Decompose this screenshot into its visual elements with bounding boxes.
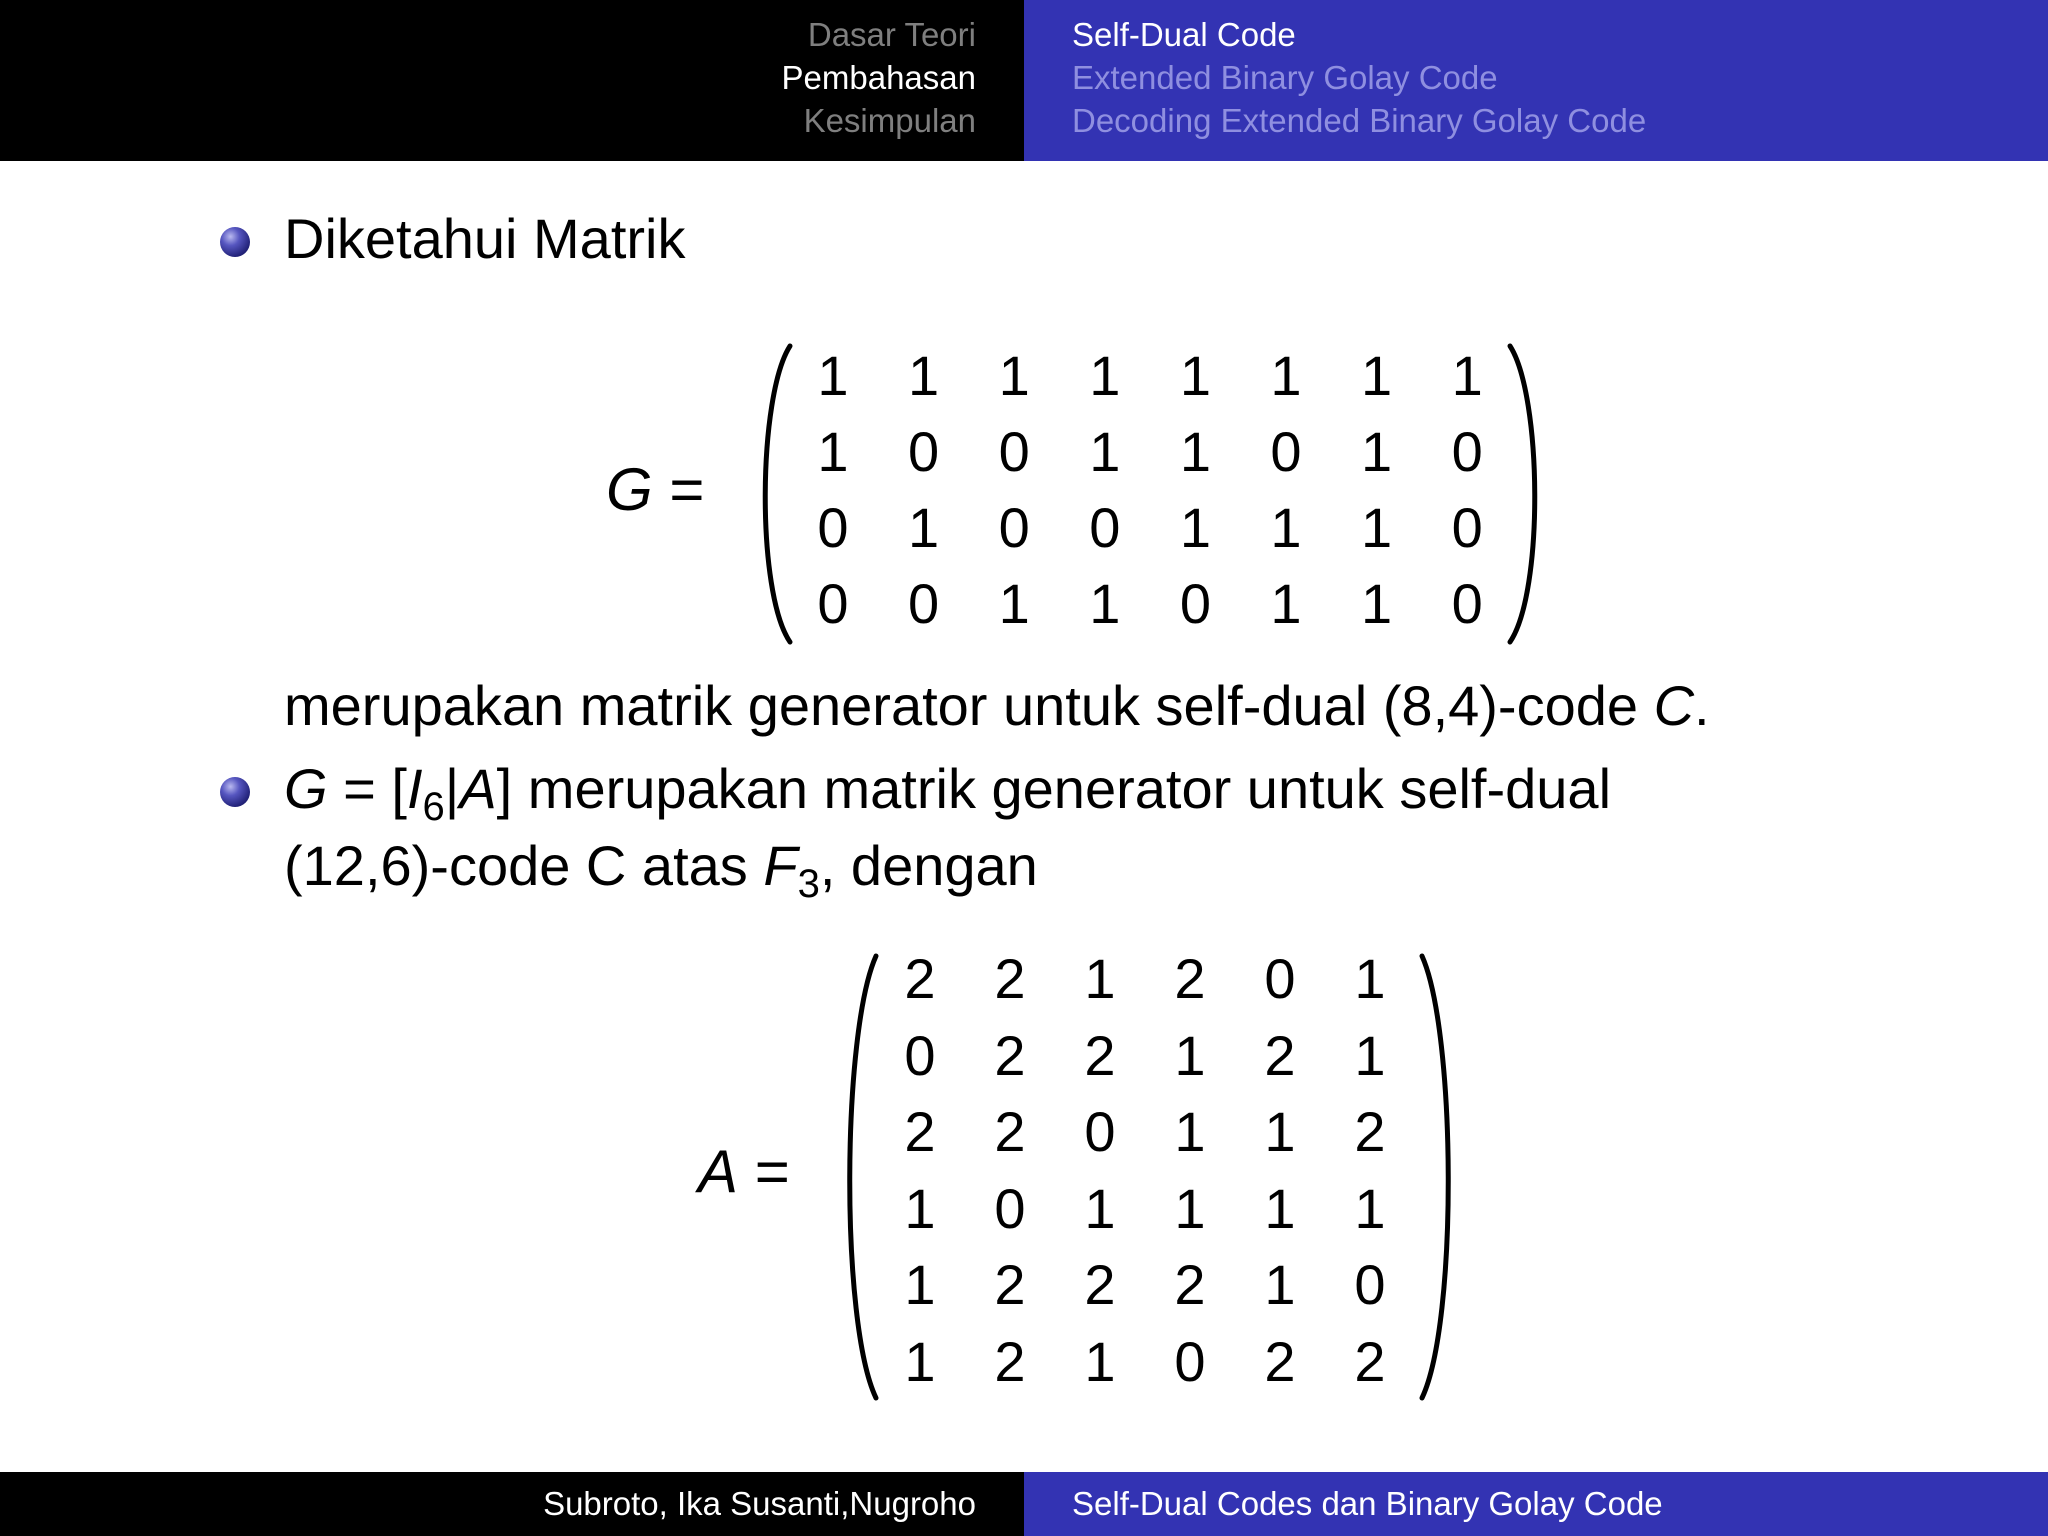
matrix-cell: 2 xyxy=(1174,947,1206,1010)
matrix-cell: 1 xyxy=(1264,1253,1296,1316)
matrix-cell: 1 xyxy=(1270,496,1302,559)
matrix-cell: 1 xyxy=(904,1176,936,1240)
footer-authors: Subroto, Ika Susanti,Nugroho xyxy=(543,1485,976,1522)
matrix-cell: 1 xyxy=(904,1329,936,1393)
bullet1-after-text: merupakan matrik generator untuk self-dual (8,4)-code C. xyxy=(284,674,1710,737)
matrix-cell: 0 xyxy=(994,1176,1026,1240)
matrix-cell: 2 xyxy=(994,1329,1026,1393)
left-paren-icon xyxy=(836,952,886,1402)
subsection-link-self-dual-code[interactable]: Self-Dual Code xyxy=(1072,16,1296,53)
matrix-cell: 1 xyxy=(1354,1176,1386,1240)
left-paren-icon xyxy=(750,342,800,646)
section-link-pembahasan[interactable]: Pembahasan xyxy=(781,59,976,96)
matrix-cell: 2 xyxy=(994,1100,1026,1163)
matrix-cell: 1 xyxy=(1084,947,1116,1010)
footer-title: Self-Dual Codes dan Binary Golay Code xyxy=(1072,1485,1663,1522)
bullet1-text: Diketahui Matrik xyxy=(284,207,686,270)
matrix-cell: 1 xyxy=(1089,344,1121,407)
bullet2-line1: $G = [I_6|A]$ merupakan matrik generator untuk self-dual xyxy=(284,757,1612,829)
matrix-cell: 2 xyxy=(904,947,936,1010)
matrix-cell: 0 xyxy=(1089,496,1121,559)
matrix-cell: 1 xyxy=(1451,344,1483,407)
bullet-icon xyxy=(220,227,250,257)
matrix-cell: 2 xyxy=(994,947,1026,1010)
matrix-cell: 1 xyxy=(904,1253,936,1316)
matrix-cell: 1 xyxy=(1361,344,1393,407)
section-link-dasar-teori[interactable]: Dasar Teori xyxy=(807,16,976,53)
matrix-cell: 1 xyxy=(1174,1023,1206,1087)
bullet-icon xyxy=(220,777,250,807)
matrix-cell: 0 xyxy=(1451,572,1483,635)
matrix-cell: 1 xyxy=(1270,344,1302,407)
matrix-cell: 1 xyxy=(908,496,940,559)
matrix-cell: 0 xyxy=(1084,1100,1116,1163)
section-nav xyxy=(0,0,1024,161)
matrix-a-label: A = xyxy=(698,1138,790,1205)
matrix-cell: 0 xyxy=(1354,1253,1386,1316)
matrix-cell: 1 xyxy=(1174,1176,1206,1240)
matrix-cell: 1 xyxy=(1179,496,1211,559)
header-navigation xyxy=(0,0,2048,161)
matrix-cell: 1 xyxy=(1354,1023,1386,1087)
footer-left xyxy=(0,1472,1024,1536)
matrix-cell: 0 xyxy=(817,572,849,635)
matrix-cell: 0 xyxy=(1451,420,1483,483)
matrix-cell: 2 xyxy=(1084,1253,1116,1316)
matrix-cell: 2 xyxy=(904,1100,936,1163)
matrix-cell: 0 xyxy=(908,572,940,635)
footer xyxy=(0,1472,2048,1536)
matrix-cell: 0 xyxy=(998,420,1030,483)
matrix-cell: 0 xyxy=(817,496,849,559)
right-paren-icon xyxy=(1500,342,1550,646)
matrix-cell: 0 xyxy=(1264,947,1296,1010)
matrix-cell: 1 xyxy=(1084,1329,1116,1393)
matrix-cell: 1 xyxy=(817,420,849,483)
matrix-cell: 0 xyxy=(998,496,1030,559)
subsection-link-extended-golay[interactable]: Extended Binary Golay Code xyxy=(1072,59,1498,96)
matrix-cell: 2 xyxy=(1354,1100,1386,1163)
matrix-cell: 2 xyxy=(994,1253,1026,1316)
matrix-cell: 1 xyxy=(1264,1176,1296,1240)
matrix-cell: 2 xyxy=(1264,1329,1296,1393)
matrix-cell: 0 xyxy=(1174,1329,1206,1393)
matrix-cell: 1 xyxy=(817,344,849,407)
footer-right xyxy=(1024,1472,2048,1536)
matrix-g-label: G = xyxy=(606,456,705,523)
matrix-cell: 0 xyxy=(1451,496,1483,559)
section-link-kesimpulan[interactable]: Kesimpulan xyxy=(803,102,976,139)
subsection-link-decoding-golay[interactable]: Decoding Extended Binary Golay Code xyxy=(1072,102,1647,139)
matrix-cell: 1 xyxy=(1084,1176,1116,1240)
matrix-cell: 1 xyxy=(1179,420,1211,483)
matrix-cell: 1 xyxy=(998,344,1030,407)
matrix-cell: 1 xyxy=(1089,572,1121,635)
matrix-cell: 2 xyxy=(1354,1329,1386,1393)
matrix-cell: 1 xyxy=(1354,947,1386,1010)
matrix-cell: 2 xyxy=(1084,1023,1116,1087)
right-paren-icon xyxy=(1412,952,1462,1402)
bullet2-line2: (12,6)-code C atas $F_3$, dengan xyxy=(284,834,1038,906)
matrix-cell: 1 xyxy=(1089,420,1121,483)
matrix-cell: 1 xyxy=(1179,344,1211,407)
matrix-cell: 1 xyxy=(1270,572,1302,635)
matrix-cell: 2 xyxy=(1264,1023,1296,1087)
matrix-cell: 2 xyxy=(1174,1253,1206,1316)
matrix-cell: 1 xyxy=(1361,420,1393,483)
matrix-cell: 1 xyxy=(1264,1100,1296,1163)
matrix-cell: 2 xyxy=(994,1023,1026,1087)
matrix-cell: 1 xyxy=(998,572,1030,635)
matrix-cell: 0 xyxy=(1270,420,1302,483)
matrix-cell: 1 xyxy=(908,344,940,407)
matrix-cell: 0 xyxy=(908,420,940,483)
matrix-cell: 1 xyxy=(1174,1100,1206,1163)
matrix-cell: 1 xyxy=(1361,572,1393,635)
matrix-cell: 1 xyxy=(1361,496,1393,559)
matrix-cell: 0 xyxy=(1179,572,1211,635)
matrix-cell: 0 xyxy=(904,1023,936,1087)
subsection-nav xyxy=(1024,0,2048,161)
